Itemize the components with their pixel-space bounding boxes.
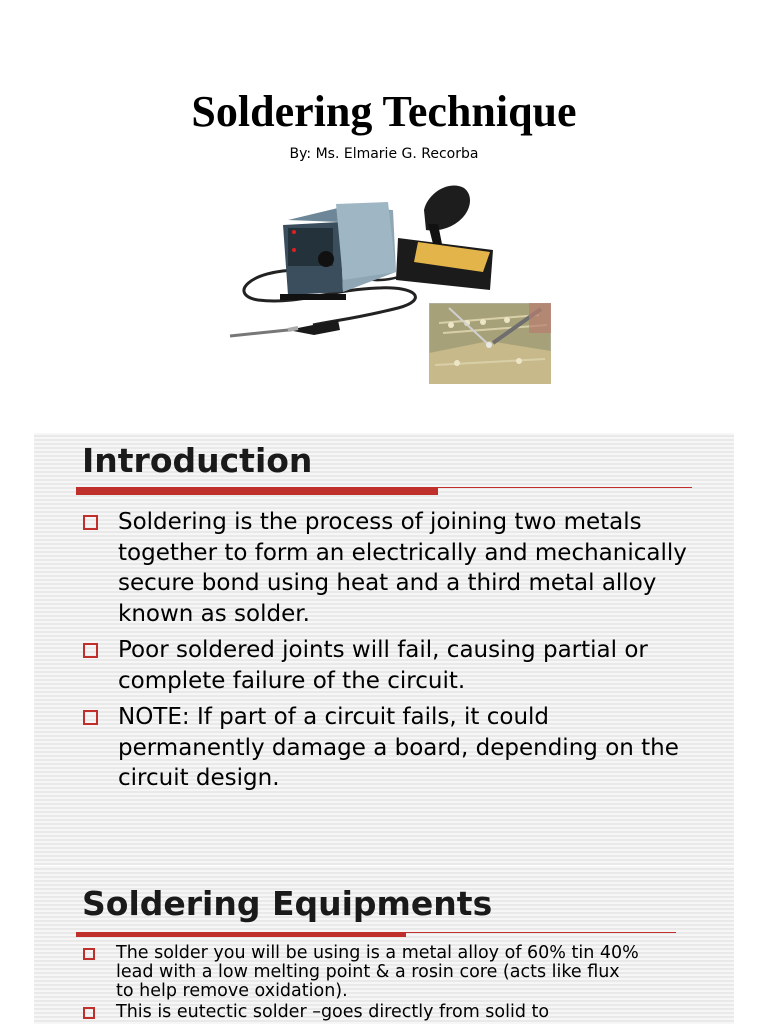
slide-heading: Soldering Equipments: [82, 884, 493, 923]
bullet-text: Poor soldered joints will fail, causing partial or complete failure of the circuit.: [118, 637, 648, 694]
slide-introduction: [34, 433, 734, 865]
title-page: [0, 0, 768, 420]
square-bullet-icon: [83, 710, 98, 725]
bullet-text: The solder you will be using is a metal alloy of 60% tin 40% lead with a low melting point & a rosin core (acts like flux to help remove oxidation).: [116, 943, 639, 1001]
document-author: By: Ms. Elmarie G. Recorba: [289, 146, 479, 162]
square-bullet-icon: [83, 948, 95, 960]
list-item: [82, 635, 692, 696]
square-bullet-icon: [83, 1007, 95, 1019]
square-bullet-icon: [83, 643, 98, 658]
bullet-list: [82, 507, 692, 800]
slide-soldering-equipments: [34, 866, 734, 1024]
bullet-list: [82, 944, 642, 1024]
bullet-text: This is eutectic solder –goes directly from solid to: [116, 1002, 550, 1022]
list-item: [82, 702, 692, 794]
square-bullet-icon: [83, 515, 98, 530]
document-title: Soldering Technique: [191, 87, 577, 136]
bullet-text: NOTE: If part of a circuit fails, it could permanently damage a board, depending on the circuit design.: [118, 704, 679, 791]
pcb-soldering-photo: [429, 303, 551, 384]
list-item: [82, 507, 692, 629]
slide-heading: Introduction: [82, 441, 313, 480]
heading-accent-bar: [76, 932, 406, 937]
list-item: [82, 1003, 642, 1022]
heading-accent-bar: [76, 488, 438, 495]
bullet-text: Soldering is the process of joining two metals together to form an electrically and mechanically secure bond using heat and a third metal alloy known as solder.: [118, 509, 687, 627]
list-item: [82, 944, 642, 1001]
